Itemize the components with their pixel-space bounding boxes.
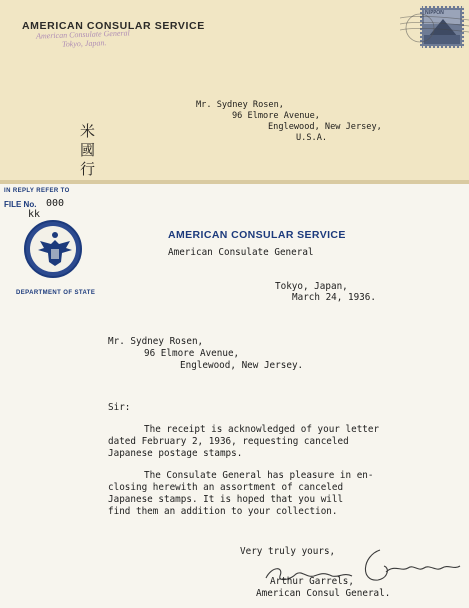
paragraph-1-line-1: The receipt is acknowledged of your letter xyxy=(144,424,380,435)
paragraph-1-line-3: Japanese postage stamps. xyxy=(108,448,243,459)
letterhead-title: AMERICAN CONSULAR SERVICE xyxy=(168,229,346,241)
cancellation-mark xyxy=(400,4,469,54)
department-label: DEPARTMENT OF STATE xyxy=(16,290,96,296)
postage-stamp-label: NIPPON xyxy=(425,10,444,16)
signer-title: American Consul General. xyxy=(256,588,391,599)
letterhead-subtitle: American Consulate General xyxy=(168,247,314,258)
salutation: Sir: xyxy=(108,402,131,413)
letter-place: Tokyo, Japan, xyxy=(275,281,348,292)
file-no-value: 000 xyxy=(46,198,65,209)
reply-refer-label: IN REPLY REFER TO xyxy=(4,188,70,194)
address-line-1: Mr. Sydney Rosen, xyxy=(196,100,284,110)
paragraph-2-line-2: closing herewith an assortment of canceled xyxy=(108,482,344,493)
kanji-char-2: 國 xyxy=(80,141,96,159)
return-stamp-line-1: American Consulate General xyxy=(35,28,130,41)
addressee-line-1: Mr. Sydney Rosen, xyxy=(108,336,204,347)
address-line-2: 96 Elmore Avenue, xyxy=(232,111,320,121)
kanji-char-3: 行 xyxy=(80,160,96,178)
envelope-letterhead: AMERICAN CONSULAR SERVICE xyxy=(22,20,205,32)
envelope xyxy=(0,0,469,184)
file-no-label: FILE No. xyxy=(4,200,37,209)
paragraph-2-line-3: Japanese stamps. It is hoped that you will xyxy=(108,494,344,505)
department-seal xyxy=(24,220,82,278)
letter-date: March 24, 1936. xyxy=(292,292,376,303)
signer-name: Arthur Garrels, xyxy=(270,576,354,587)
return-stamp-line-2: Tokyo, Japan. xyxy=(61,38,107,49)
letter xyxy=(0,184,469,608)
addressee-line-3: Englewood, New Jersey. xyxy=(180,360,304,371)
address-line-3: Englewood, New Jersey, xyxy=(268,122,382,132)
address-line-4: U.S.A. xyxy=(296,133,328,143)
addressee-line-2: 96 Elmore Avenue, xyxy=(144,348,240,359)
paragraph-1-line-2: dated February 2, 1936, requesting canceled xyxy=(108,436,349,447)
paragraph-2-line-1: The Consulate General has pleasure in en- xyxy=(144,470,374,481)
eagle-icon xyxy=(26,222,84,280)
paragraph-2-line-4: find them an addition to your collection. xyxy=(108,506,338,517)
file-no-suffix: kk xyxy=(28,209,41,220)
closing: Very truly yours, xyxy=(240,546,336,557)
kanji-char-1: 米 xyxy=(80,122,96,140)
